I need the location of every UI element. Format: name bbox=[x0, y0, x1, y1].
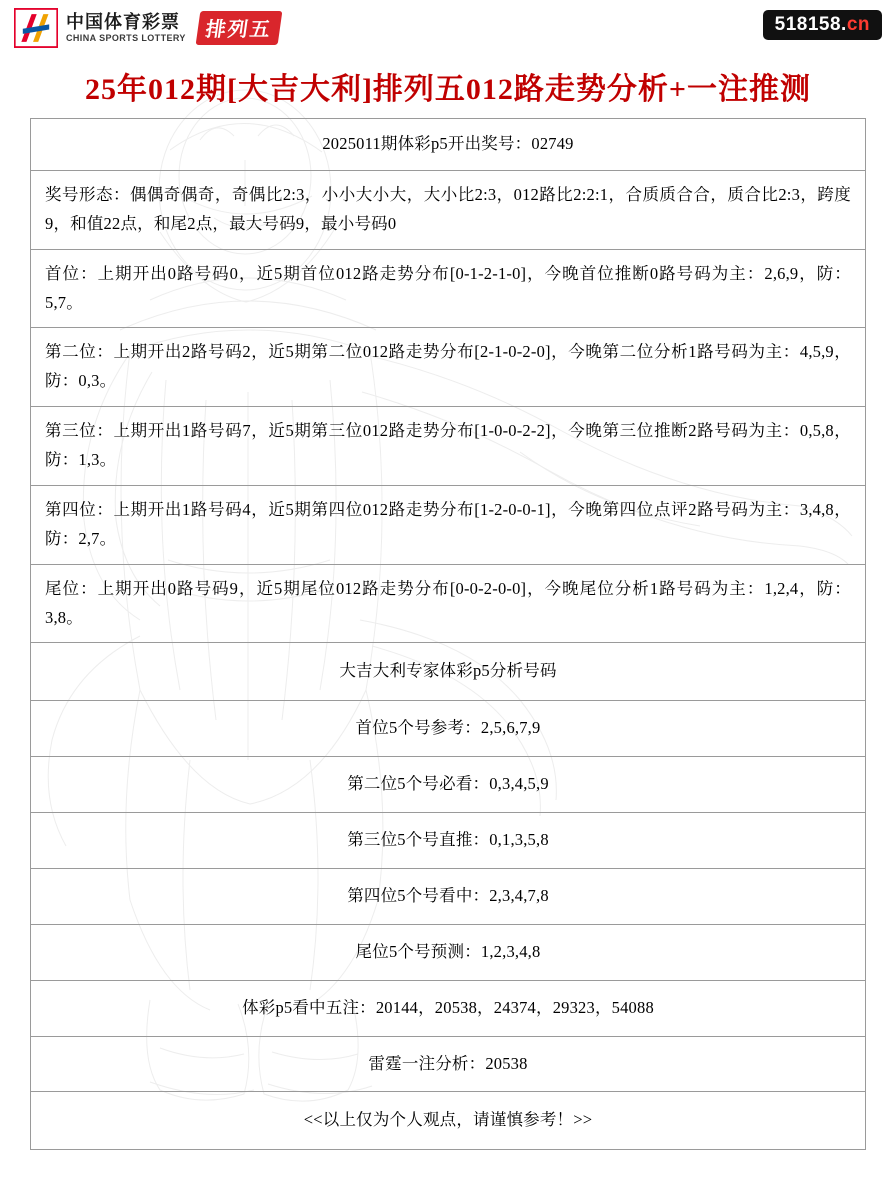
brand-name-en: CHINA SPORTS LOTTERY bbox=[66, 32, 186, 43]
row-pick-position-2: 第二位5个号必看：0,3,4,5,9 bbox=[31, 757, 865, 813]
row-pick-position-5: 尾位5个号预测：1,2,3,4,8 bbox=[31, 925, 865, 981]
site-url-name: 518158. bbox=[774, 14, 847, 35]
row-draw-result: 2025011期体彩p5开出奖号：02749 bbox=[31, 119, 865, 171]
brand-text bbox=[66, 13, 186, 43]
row-single-bet: 雷霆一注分析：20538 bbox=[31, 1037, 865, 1093]
row-position-1: 首位：上期开出0路号码0，近5期首位012路走势分布[0-1-2-1-0]，今晚首位推断0路号码为主：2,6,9，防：5,7。 bbox=[31, 250, 865, 329]
row-expert-header: 大吉大利专家体彩p5分析号码 bbox=[31, 643, 865, 701]
brand-block bbox=[14, 8, 280, 48]
brand-name-cn: 中国体育彩票 bbox=[66, 11, 180, 32]
sports-lottery-logo-icon bbox=[14, 8, 58, 48]
row-form-analysis: 奖号形态：偶偶奇偶奇，奇偶比2:3，小小大小大，大小比2:3，012路比2:2:1，合质质合合，质合比2:3，跨度9，和值22点，和尾2点，最大号码9，最小号码0 bbox=[31, 171, 865, 250]
row-position-3: 第三位：上期开出1路号码7，近5期第三位012路走势分布[1-0-0-2-2]，今晚第三位推断2路号码为主：0,5,8，防：1,3。 bbox=[31, 407, 865, 486]
row-pick-position-3: 第三位5个号直推：0,1,3,5,8 bbox=[31, 813, 865, 869]
row-five-bets: 体彩p5看中五注：20144，20538，24374，29323，54088 bbox=[31, 981, 865, 1037]
row-disclaimer: <<以上仅为个人观点，请谨慎参考！>> bbox=[303, 1110, 593, 1130]
row-position-2: 第二位：上期开出2路号码2，近5期第二位012路走势分布[2-1-0-2-0]，今晚第二位分析1路号码为主：4,5,9，防：0,3。 bbox=[31, 328, 865, 407]
row-pick-position-1: 首位5个号参考：2,5,6,7,9 bbox=[31, 701, 865, 757]
site-url-badge bbox=[763, 10, 882, 40]
analysis-table bbox=[30, 118, 866, 1150]
site-url-tld: cn bbox=[846, 14, 870, 35]
page-header bbox=[0, 0, 896, 62]
row-pick-position-4: 第四位5个号看中：2,3,4,7,8 bbox=[31, 869, 865, 925]
game-badge-pailie5: 排列五 bbox=[195, 11, 282, 45]
row-position-5: 尾位：上期开出0路号码9，近5期尾位012路走势分布[0-0-2-0-0]，今晚尾位分析1路号码为主：1,2,4，防：3,8。 bbox=[31, 565, 865, 644]
row-position-4: 第四位：上期开出1路号码4，近5期第四位012路走势分布[1-2-0-0-1]，今晚第四位点评2路号码为主：3,4,8，防：2,7。 bbox=[31, 486, 865, 565]
page-title: 25年012期[大吉大利]排列五012路走势分析+一注推测 bbox=[84, 73, 812, 106]
